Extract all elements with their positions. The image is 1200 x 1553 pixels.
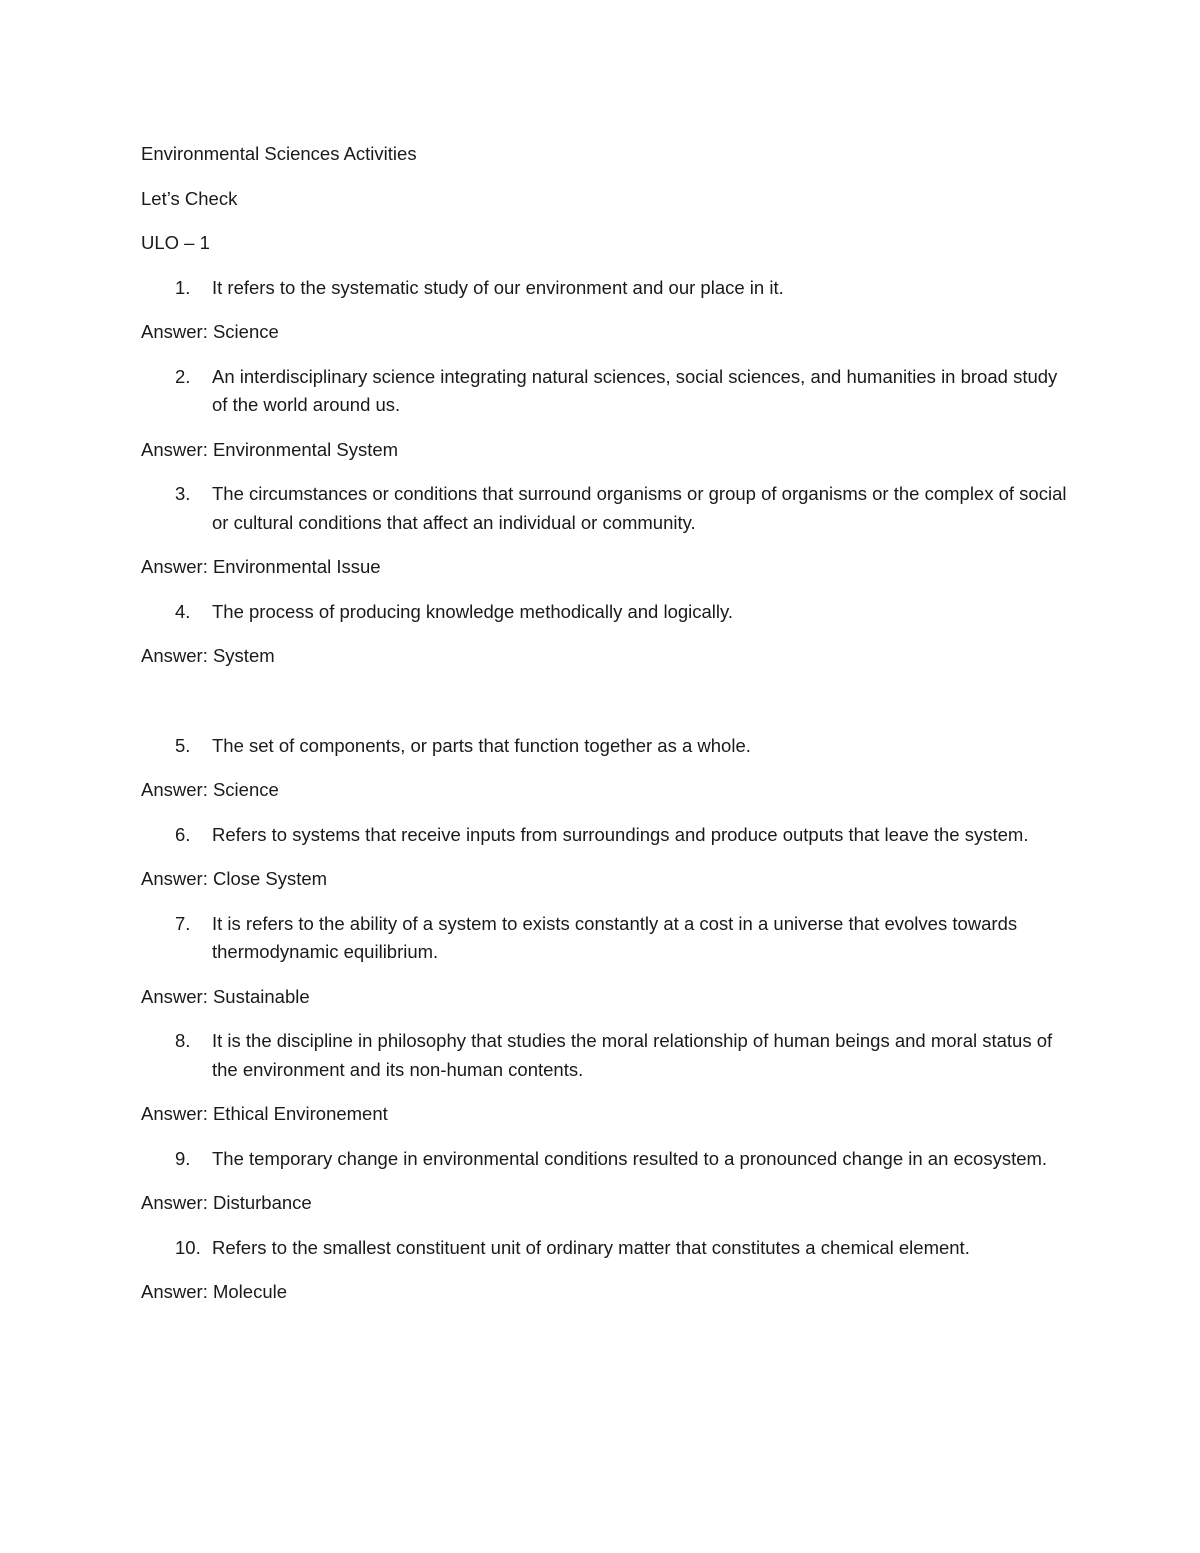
- question-text: It is the discipline in philosophy that studies the moral relationship of human beings and moral status of the environment and its non-human contents.: [212, 1030, 1053, 1080]
- answer-line: Answer: Close System: [141, 868, 328, 889]
- question-item: [141, 480, 1071, 537]
- question-item: [141, 821, 1071, 850]
- question-item: [141, 910, 1071, 967]
- document-title: Environmental Sciences Activities: [141, 143, 417, 164]
- question-text: It is refers to the ability of a system to exists constantly at a cost in a universe that evolves towards thermodynamic equilibrium.: [212, 912, 1018, 962]
- blank-gap: [141, 687, 1071, 732]
- question-number: 7.: [175, 912, 191, 934]
- question-number: 8.: [175, 1030, 191, 1051]
- answer-line: Answer: Molecule: [141, 1281, 288, 1302]
- answer-line: Answer: Sustainable: [141, 985, 310, 1007]
- question-item: [141, 1234, 1071, 1263]
- question-text: It refers to the systematic study of our environment and our place in it.: [212, 276, 784, 298]
- question-text: The temporary change in environmental conditions resulted to a pronounced change in an ecosystem.: [212, 1147, 1048, 1169]
- question-number: 9.: [175, 1147, 191, 1169]
- question-text: The circumstances or conditions that surround organisms or group of organisms or the complex of social or cultural conditions that affect an individual or community.: [212, 483, 1067, 533]
- question-item: [141, 1027, 1071, 1084]
- question-number: 6.: [175, 823, 191, 845]
- answer-line: Answer: Science: [141, 779, 279, 800]
- question-item: [141, 1145, 1071, 1174]
- question-text: An interdisciplinary science integrating natural sciences, social sciences, and humanities in broad study of the world around us.: [212, 365, 1058, 415]
- answer-line: Answer: Ethical Environement: [141, 1103, 388, 1124]
- question-item: [141, 274, 1071, 303]
- answer-line: Answer: System: [141, 645, 275, 666]
- question-item: [141, 598, 1071, 627]
- question-item: [141, 363, 1071, 420]
- document-page: [141, 140, 1071, 1323]
- question-number: 2.: [175, 365, 191, 387]
- question-item: [141, 732, 1071, 761]
- question-number: 10.: [175, 1236, 201, 1258]
- question-number: 4.: [175, 600, 191, 622]
- question-text: The set of components, or parts that function together as a whole.: [212, 734, 751, 756]
- answer-line: Answer: Disturbance: [141, 1192, 312, 1213]
- document-subtitle: Let’s Check: [141, 187, 238, 209]
- question-text: The process of producing knowledge methodically and logically.: [212, 600, 734, 622]
- question-text: Refers to the smallest constituent unit of ordinary matter that constitutes a chemical element.: [212, 1236, 970, 1258]
- question-number: 1.: [175, 276, 191, 298]
- answer-line: Answer: Science: [141, 321, 279, 342]
- answer-line: Answer: Environmental System: [141, 438, 399, 460]
- question-number: 3.: [175, 483, 191, 504]
- answer-line: Answer: Environmental Issue: [141, 556, 381, 577]
- question-text: Refers to systems that receive inputs from surroundings and produce outputs that leave the system.: [212, 823, 1029, 845]
- question-number: 5.: [175, 734, 191, 756]
- section-heading: ULO – 1: [141, 232, 210, 253]
